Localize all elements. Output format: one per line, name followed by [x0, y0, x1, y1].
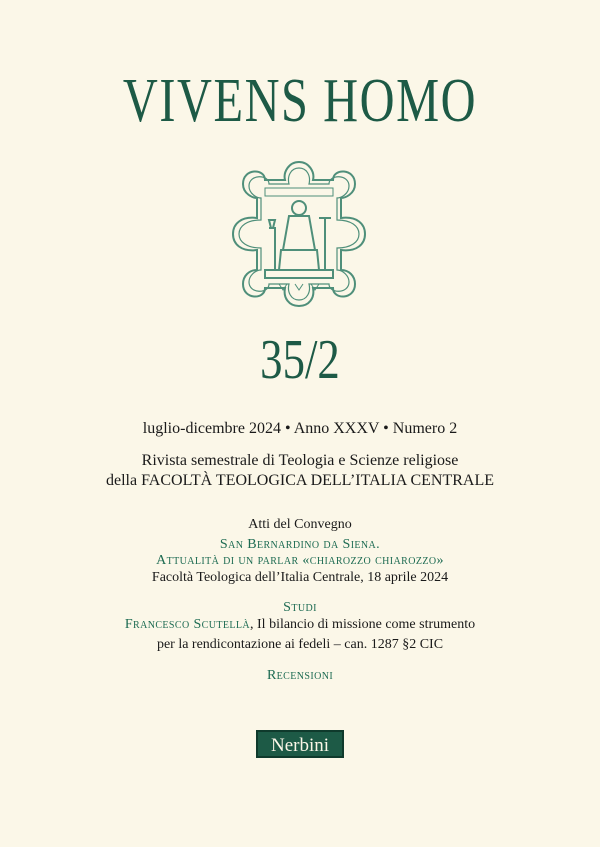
- convegno-title-line1: San Bernardino da Siena.: [219, 537, 381, 552]
- journal-description-line1: Rivista semestrale di Teologia e Scienze religiose: [141, 452, 459, 469]
- recensioni-heading: Recensioni: [266, 668, 334, 683]
- studi-title-part1: , Il bilancio di missione come strumento: [250, 617, 476, 632]
- convegno-heading: Atti del Convegno: [248, 517, 352, 532]
- quatrefoil-relief-icon: [229, 158, 369, 310]
- studi-heading: Studi: [283, 600, 317, 615]
- studi-title-part2: per la rendicontazione ai fedeli – can. 1287 §2 CIC: [156, 637, 444, 652]
- issue-number: 35/2: [260, 329, 340, 391]
- journal-title: VIVENS HOMO: [122, 67, 478, 135]
- convegno-title-line2: Attualità di un parlar «chiarozzo chiarozzo»: [156, 553, 444, 568]
- convegno-venue: Facoltà Teologica dell’Italia Centrale, 18 aprile 2024: [151, 570, 449, 585]
- studi-author: Francesco Scutellà: [124, 617, 251, 632]
- publisher-logo: Nerbini: [256, 730, 344, 758]
- journal-description-line2: della FACOLTÀ TEOLOGICA DELL’ITALIA CENTRALE: [105, 472, 494, 489]
- issue-date-line: luglio-dicembre 2024 • Anno XXXV • Numero 2: [142, 420, 458, 437]
- studi-entry-line1: [0, 617, 600, 633]
